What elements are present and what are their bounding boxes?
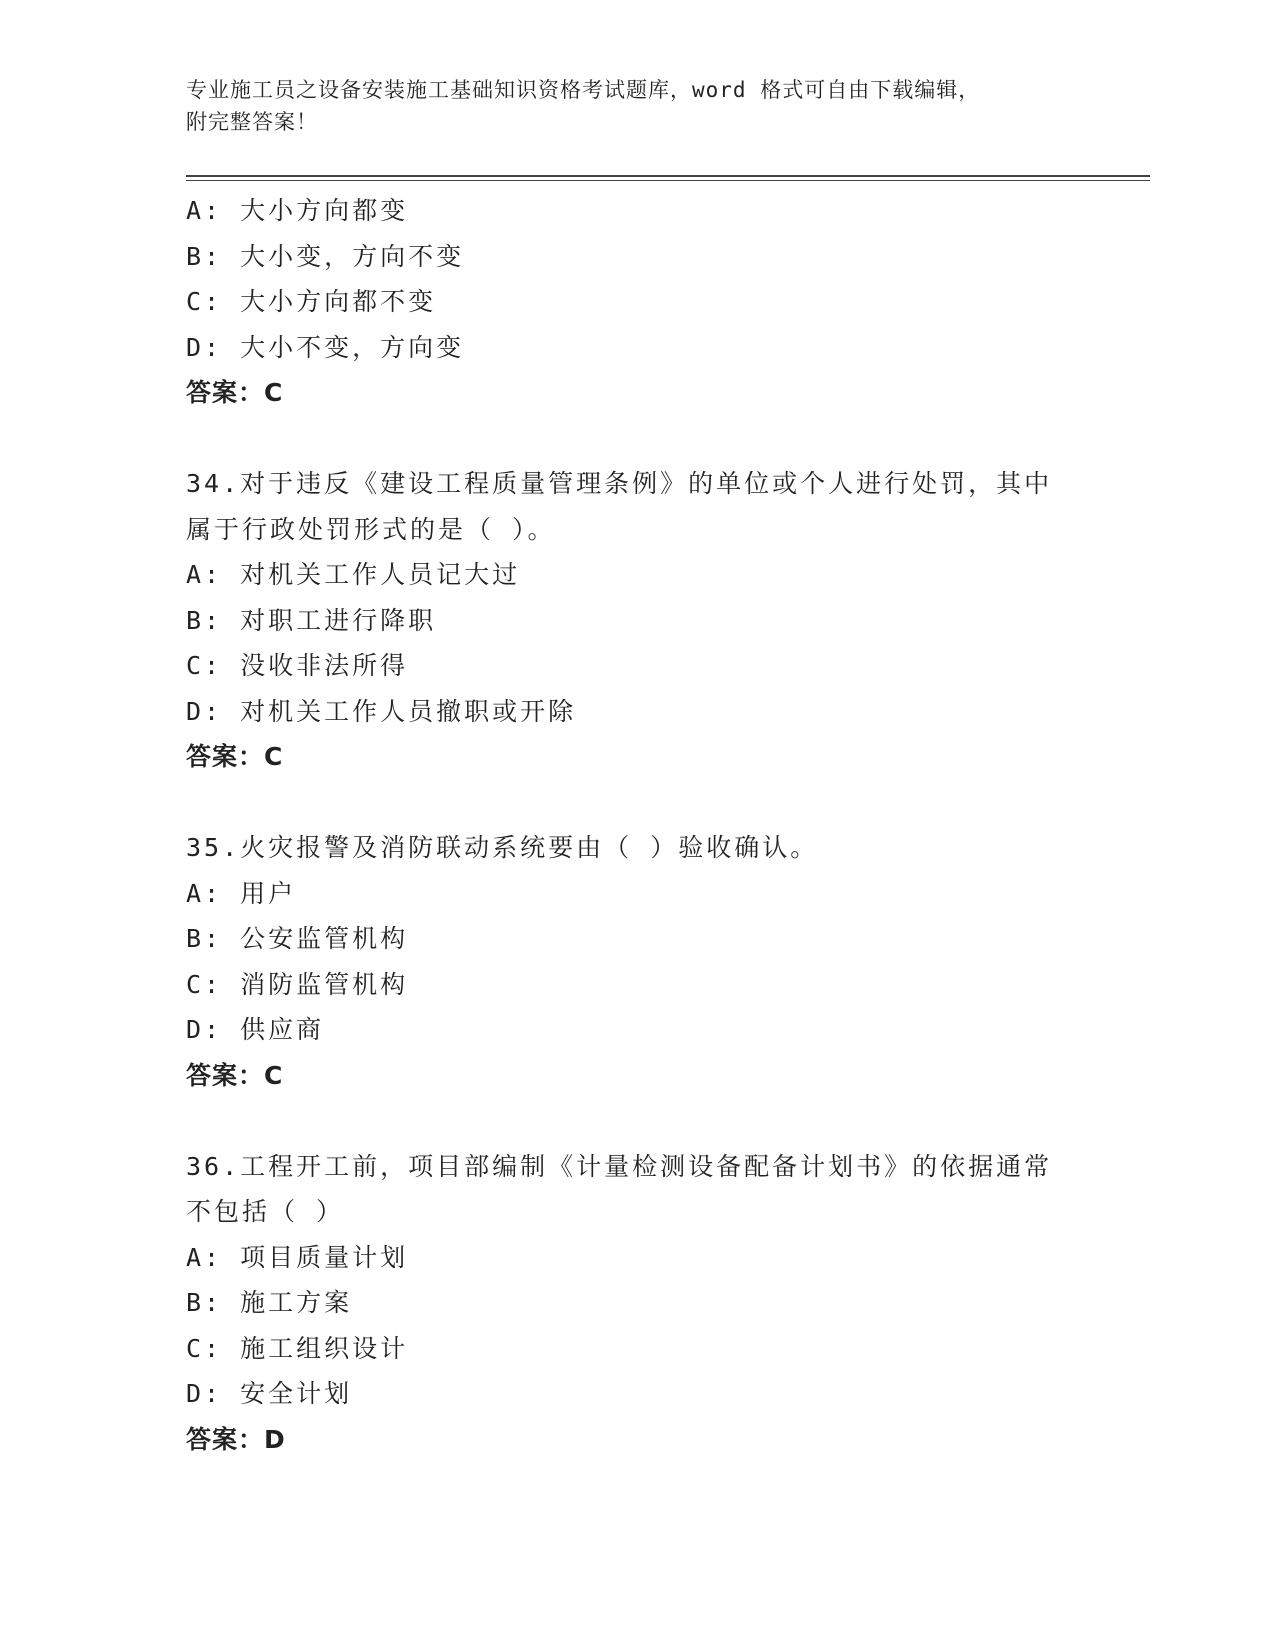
answer-label: 答案： [186, 742, 265, 771]
option-a: A: 用户 [186, 878, 297, 908]
question-stem-line-1: 36.工程开工前，项目部编制《计量检测设备配备计划书》的依据通常 [186, 1151, 1053, 1181]
answer-line [186, 1417, 1146, 1463]
option-b: B: 施工方案 [186, 1288, 353, 1317]
option-d: D: 安全计划 [186, 1379, 353, 1408]
option-b: B: 对职工进行降职 [186, 605, 437, 635]
answer-label: 答案： [186, 378, 265, 407]
answer-line [186, 370, 1146, 416]
question-stem-line-2: 属于行政处罚形式的是（ ）。 [186, 514, 556, 544]
option-b: B: 公安监管机构 [186, 924, 409, 953]
question-34 [186, 461, 1146, 780]
question-spacer [186, 780, 1146, 826]
option-a: A: 大小方向都变 [186, 196, 409, 225]
answer-label: 答案： [186, 1060, 265, 1090]
option-a: A: 项目质量计划 [186, 1242, 409, 1272]
question-spacer [186, 1098, 1146, 1144]
answer-value: C [264, 378, 284, 407]
option-a: A: 对机关工作人员记大过 [186, 560, 521, 589]
header-divider-thick [186, 175, 1150, 177]
answer-value: D [264, 1424, 286, 1454]
option-d: D: 供应商 [186, 1015, 325, 1044]
question-stem-line-2: 不包括（ ） [186, 1197, 345, 1226]
header-divider-thin [186, 180, 1150, 181]
question-36 [186, 1144, 1146, 1463]
option-d: D: 大小不变，方向变 [186, 332, 465, 362]
header-title-line-1: 专业施工员之设备安装施工基础知识资格考试题库，word 格式可自由下载编辑， [186, 78, 981, 102]
option-c: C: 施工组织设计 [186, 1333, 409, 1363]
question-list [186, 188, 1146, 1462]
option-c: C: 消防监管机构 [186, 969, 409, 999]
option-d: D: 对机关工作人员撤职或开除 [186, 696, 577, 726]
option-c: C: 大小方向都不变 [186, 287, 437, 316]
answer-line [186, 734, 1146, 780]
question-stem-line-1: 34.对于违反《建设工程质量管理条例》的单位或个人进行处罚，其中 [186, 469, 1053, 498]
answer-label: 答案： [186, 1424, 265, 1454]
document-header [186, 74, 1086, 138]
option-c: C: 没收非法所得 [186, 651, 409, 680]
question-stem-line-1: 35.火灾报警及消防联动系统要由（ ）验收确认。 [186, 833, 819, 862]
option-b: B: 大小变，方向不变 [186, 241, 465, 271]
question-spacer [186, 416, 1146, 462]
header-title-line-2: 附完整答案！ [186, 110, 318, 134]
answer-value: C [264, 1060, 284, 1090]
answer-value: C [264, 742, 284, 771]
answer-line [186, 1053, 1146, 1099]
question-33 [186, 188, 1146, 416]
question-35 [186, 825, 1146, 1098]
